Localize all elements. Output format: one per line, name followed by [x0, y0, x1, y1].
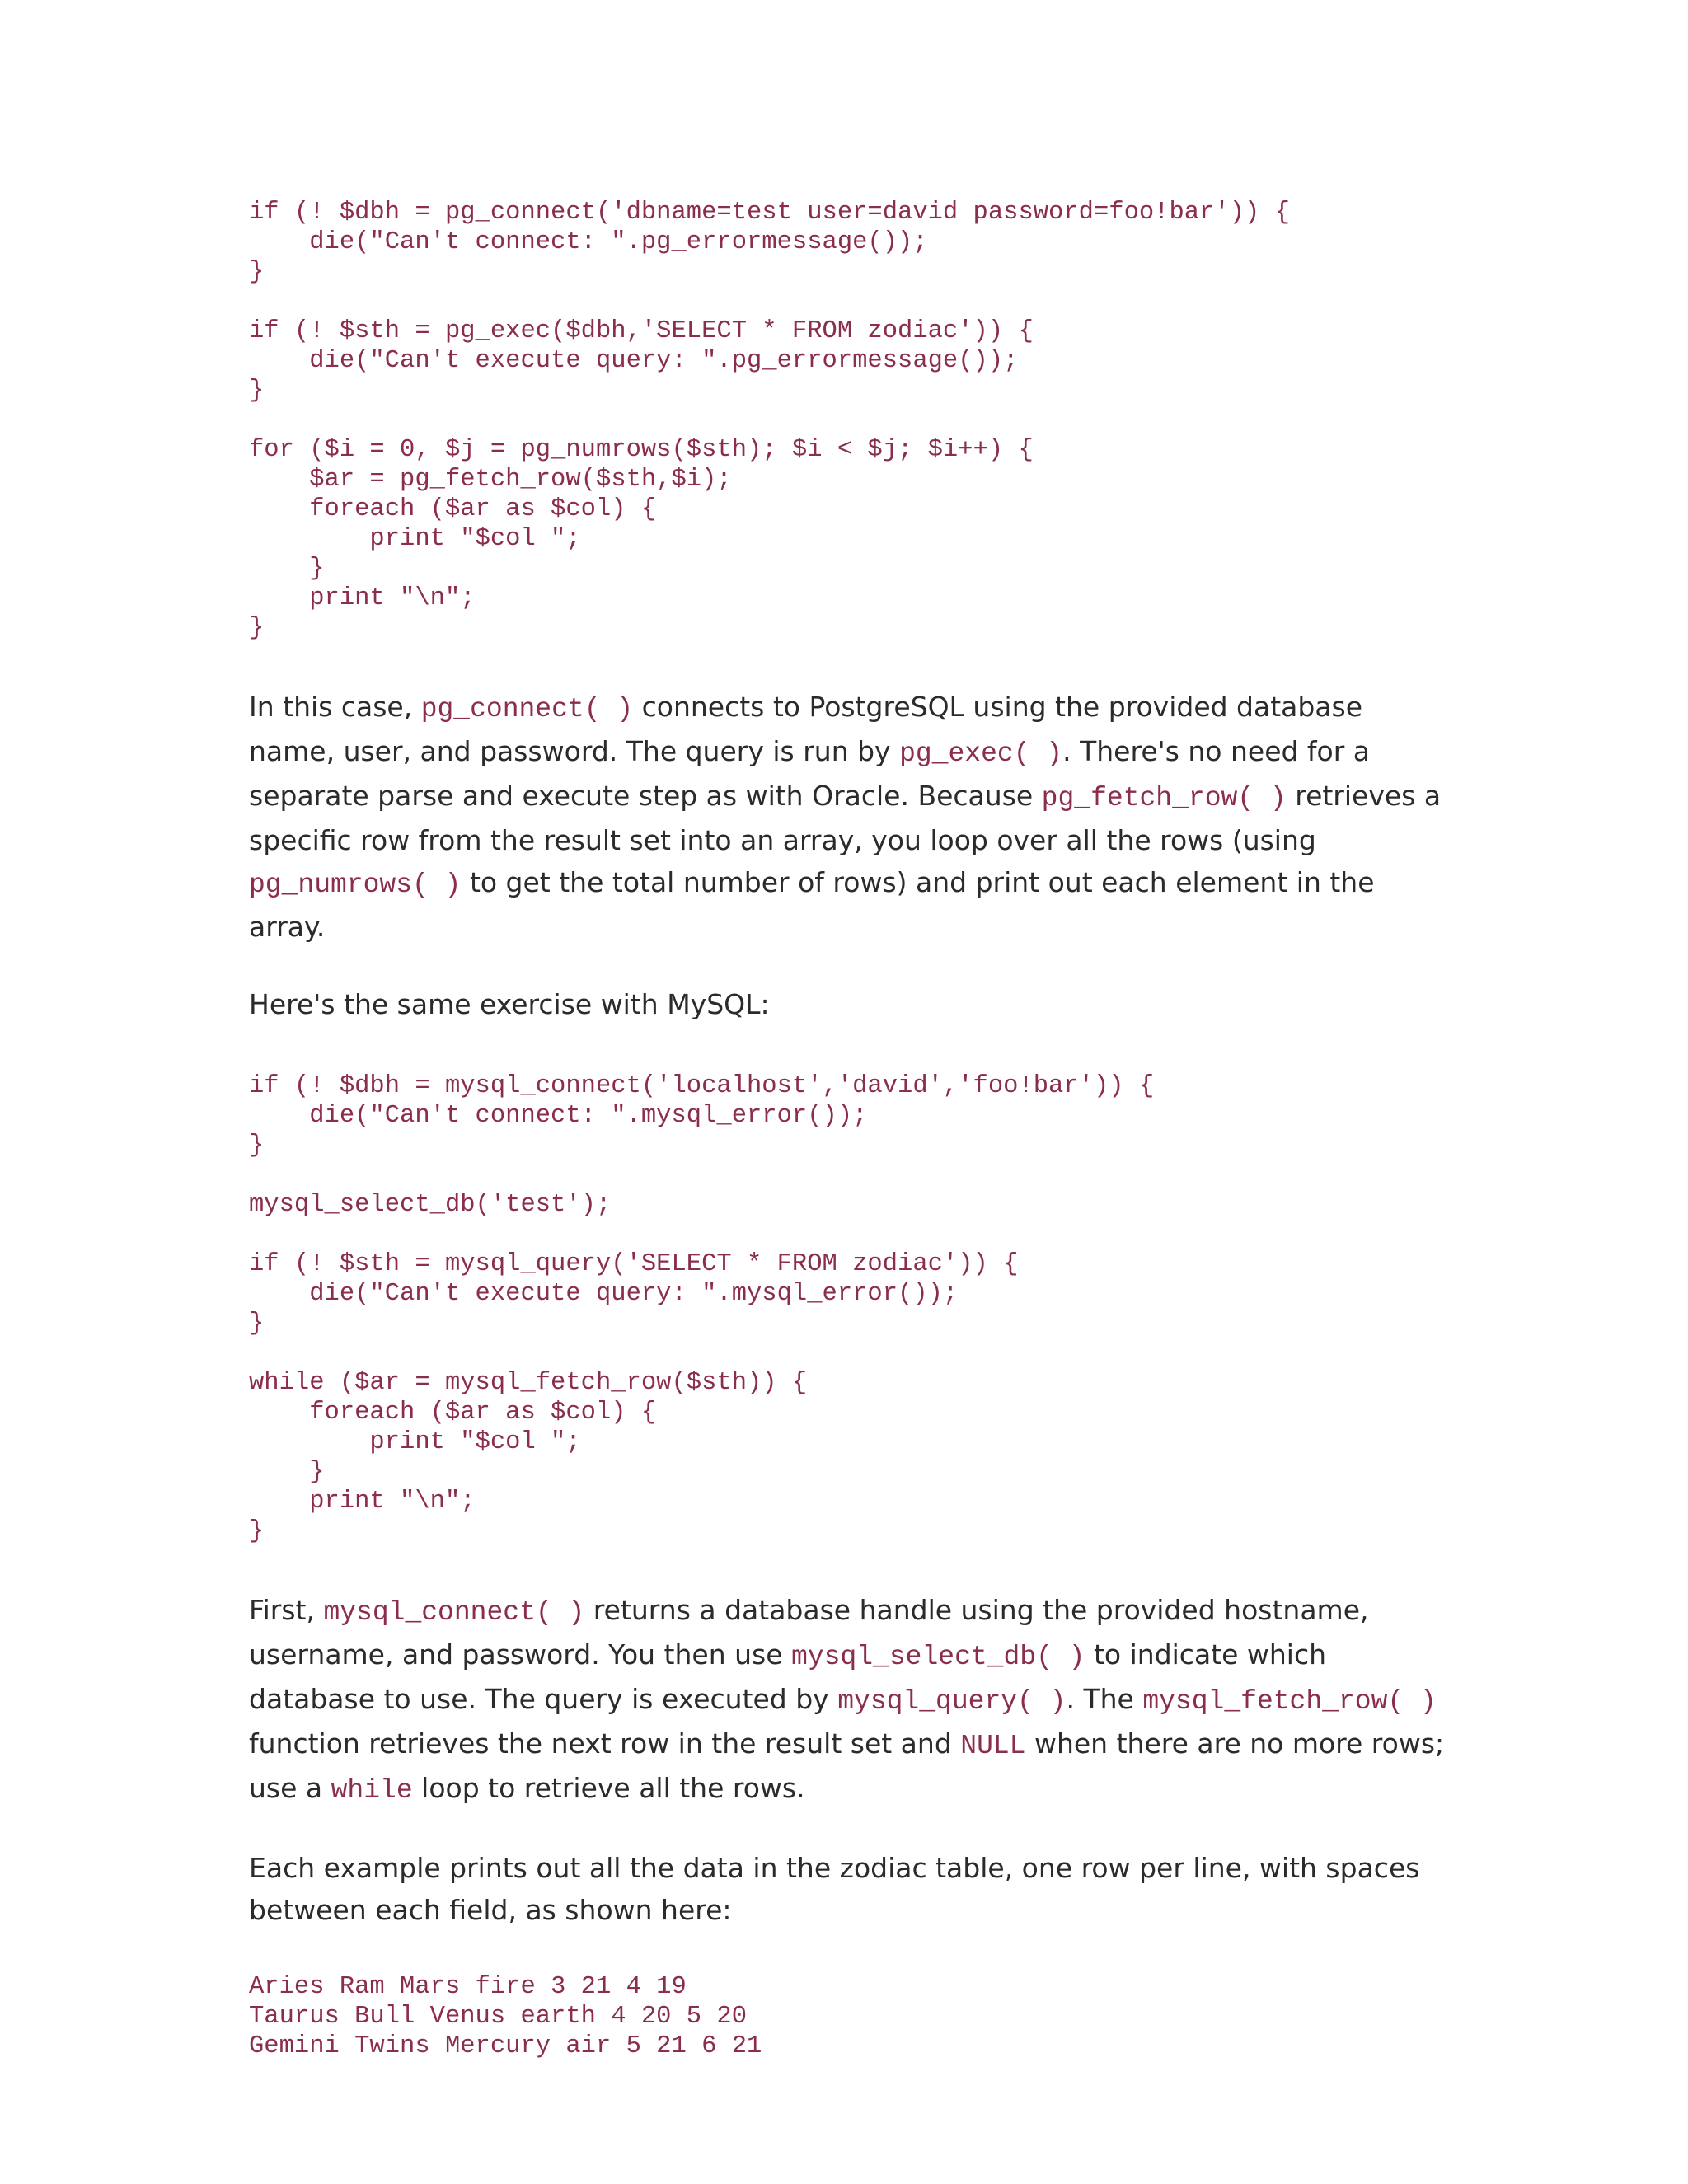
text: In this case, [249, 691, 421, 723]
text: loop to retrieve all the rows. [412, 1772, 805, 1804]
text: First, [249, 1594, 324, 1626]
text: when there are no more rows; use a [249, 1727, 1445, 1804]
text: connects to PostgreSQL using the provided database name, user, and password. The query is run by [249, 691, 1363, 767]
inline-code: while [331, 1775, 413, 1806]
document-content [249, 198, 1452, 2061]
paragraph-output-intro: Each example prints out all the data in the zodiac table, one row per line, with spaces between each field, as shown here: [249, 1852, 1420, 1926]
paragraph-mysql-explanation [249, 1589, 1452, 1811]
inline-code: pg_numrows( ) [249, 869, 462, 900]
inline-code: mysql_fetch_row( ) [1142, 1686, 1437, 1717]
inline-code: pg_exec( ) [899, 738, 1063, 769]
text: . The [1066, 1683, 1143, 1715]
paragraph-mysql-intro: Here's the same exercise with MySQL: [249, 988, 770, 1020]
text: retrieves a specific row from the result set into an array, you loop over all the rows (using [249, 780, 1442, 856]
code-block-output: Aries Ram Mars fire 3 21 4 19 Taurus Bull Venus earth 4 20 5 20 Gemini Twins Mercury air 5 21 6 21 [249, 1973, 762, 2060]
code-block-mysql: if (! $dbh = mysql_connect('localhost','david','foo!bar')) { die("Can't connect: ".mysql_error()); } mysql_select_db('test'); if (! $sth = mysql_query('SELECT * FROM zodiac')) { die("Can't execute query: ".mysql_error()); } while ($ar = mysql_fetch_row($sth)) { foreach ($ar as $col) { print "$col "; } print "\n"; } [249, 1072, 1155, 1545]
inline-code: pg_fetch_row( ) [1041, 783, 1287, 813]
inline-code: mysql_select_db( ) [791, 1642, 1085, 1672]
inline-code: pg_connect( ) [420, 694, 634, 724]
inline-code: NULL [960, 1731, 1026, 1761]
text: to indicate which database to use. The query is executed by [249, 1638, 1327, 1715]
paragraph-postgresql-explanation [249, 686, 1452, 948]
code-block-postgresql: if (! $dbh = pg_connect('dbname=test user=david password=foo!bar')) { die("Can't connect: ".pg_errormessage()); } if (! $sth = pg_exec($dbh,'SELECT * FROM zodiac')) { die("Can't execute query: ".pg_errormessage()); } for ($i = 0, $j = pg_numrows($sth); $i < $j; $i++) { $ar = pg_fetch_row($sth,$i); foreach ($ar as $col) { print "$col "; } print "\n"; } [249, 199, 1290, 642]
inline-code: mysql_connect( ) [323, 1597, 585, 1628]
text: function retrieves the next row in the result set and [249, 1727, 961, 1760]
text: returns a database handle using the provided hostname, username, and password. You then use [249, 1594, 1369, 1671]
inline-code: mysql_query( ) [837, 1686, 1067, 1717]
text: . There's no need for a separate parse and execute step as with Oracle. Because [249, 735, 1371, 812]
text: to get the total number of rows) and print out each element in the array. [249, 866, 1375, 943]
